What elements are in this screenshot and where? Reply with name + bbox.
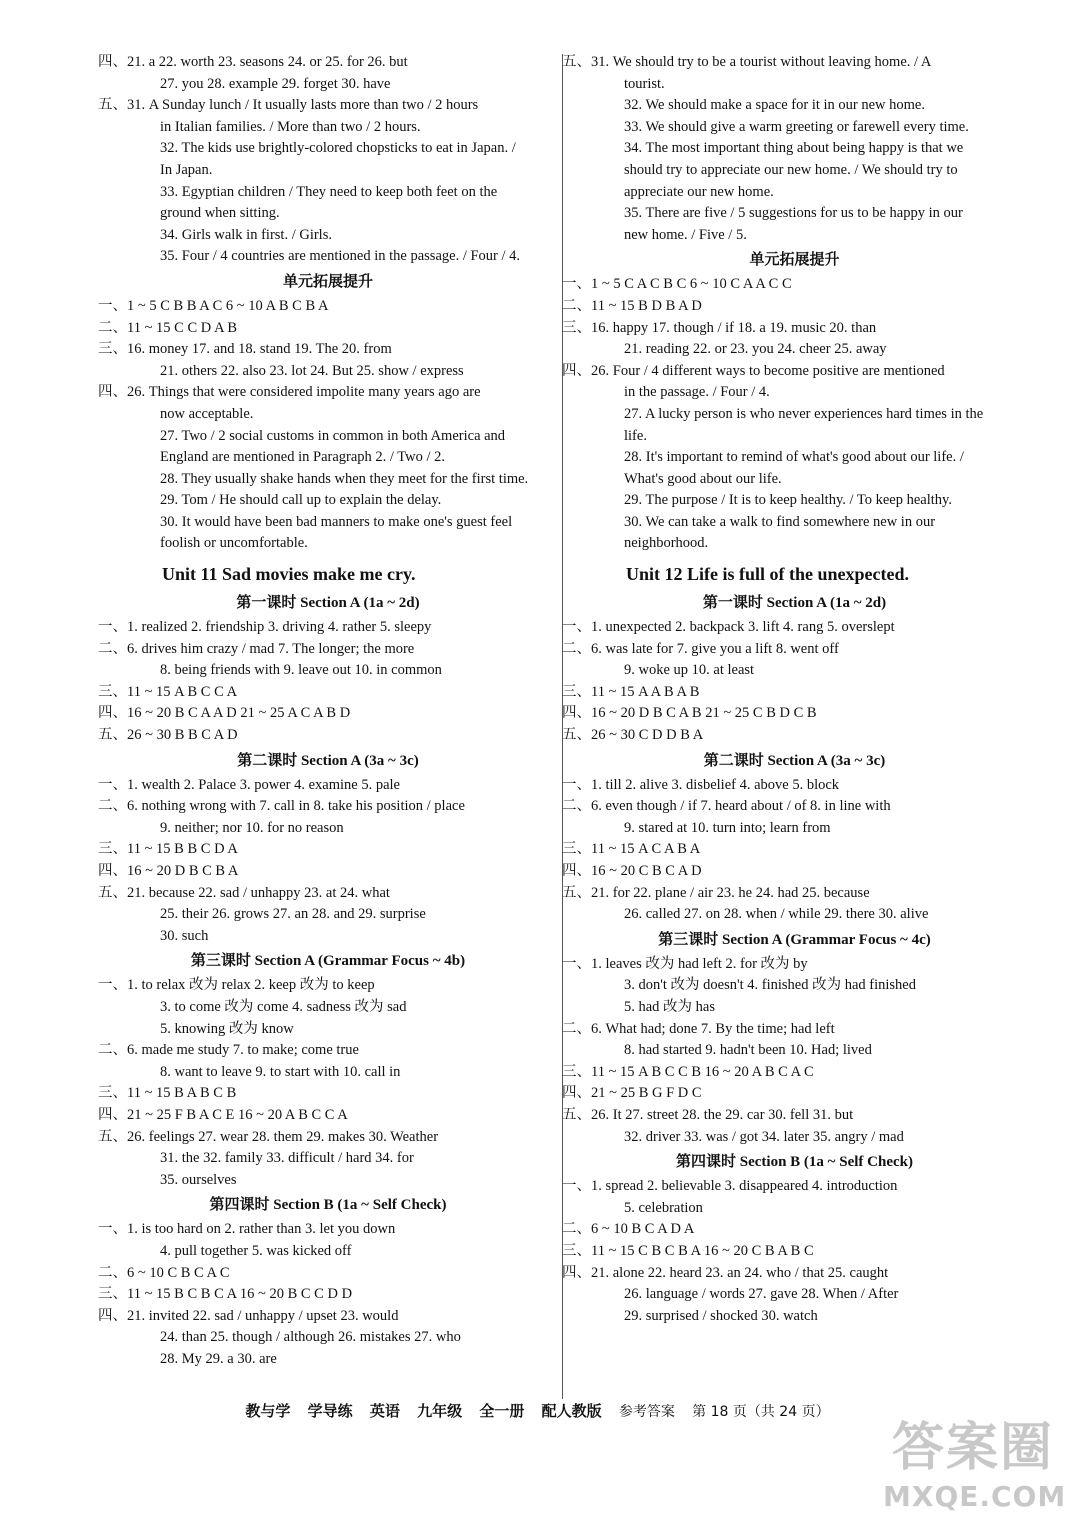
answer-line: 三、11 ~ 15 A B C C B 16 ~ 20 A B C A C <box>562 1063 814 1080</box>
answer-line: 31. the 32. family 33. difficult / hard 34. for <box>160 1150 414 1167</box>
answer-line: 26. language / words 27. gave 28. When / After <box>624 1286 899 1303</box>
answer-line-continued: neighborhood. <box>624 535 709 552</box>
answer-line: 三、11 ~ 15 A C A B A <box>562 841 701 858</box>
answer-line: 二、6 ~ 10 C B C A C <box>98 1264 230 1281</box>
section-heading: 第三课时 Section A (Grammar Focus ~ 4b) <box>190 953 466 970</box>
answer-line: 5. celebration <box>624 1199 703 1216</box>
answer-line: 27. you 28. example 29. forget 30. have <box>160 75 391 92</box>
footer-volume: 全一册 <box>479 1402 525 1420</box>
answer-line: 四、21 ~ 25 F B A C E 16 ~ 20 A B C C A <box>98 1106 348 1123</box>
unit-title: Unit 12 Life is full of the unexpected. <box>626 564 909 585</box>
answer-line-continued: should try to appreciate our new home. / We should try to <box>624 161 958 178</box>
answer-line: 二、11 ~ 15 B D B A D <box>562 297 702 314</box>
answer-line: 二、6. even though / if 7. heard about / of 8. in line with <box>562 798 891 815</box>
answer-line: 9. stared at 10. turn into; learn from <box>624 819 831 836</box>
answer-line: 五、31. A Sunday lunch / It usually lasts more than two / 2 hours <box>98 97 479 114</box>
answer-line: 四、16 ~ 20 B C A A D 21 ~ 25 A C A B D <box>98 705 351 722</box>
answer-line: 五、26. feelings 27. wear 28. them 29. makes 30. Weather <box>98 1128 439 1145</box>
footer-grade: 九年级 <box>417 1402 463 1420</box>
answer-line-continued: What's good about our life. <box>624 470 782 487</box>
answer-line: 四、21. invited 22. sad / unhappy / upset 23. would <box>98 1307 399 1324</box>
answer-line: 28. My 29. a 30. are <box>160 1350 277 1367</box>
answer-line: 25. their 26. grows 27. an 28. and 29. surprise <box>160 906 426 923</box>
answer-line: 30. It would have been bad manners to make one's guest feel <box>160 513 513 530</box>
answer-line-continued: foolish or uncomfortable. <box>160 535 308 552</box>
answer-line: 四、21 ~ 25 B G F D C <box>562 1085 702 1102</box>
answer-line: 27. Two / 2 social customs in common in both America and <box>160 427 506 444</box>
answer-line: 四、16 ~ 20 D B C A B 21 ~ 25 C B D C B <box>562 705 817 722</box>
answer-line: 35. There are five / 5 suggestions for us to be happy in our <box>624 205 963 222</box>
answer-line: 五、26 ~ 30 B B C A D <box>98 727 238 744</box>
answer-line: 32. We should make a space for it in our new home. <box>624 97 925 114</box>
answer-line-continued: appreciate our new home. <box>624 183 774 200</box>
answer-line: 30. such <box>160 927 209 944</box>
answer-line: 五、26. It 27. street 28. the 29. car 30. fell 31. but <box>562 1106 854 1123</box>
answer-line-continued: new home. / Five / 5. <box>624 226 747 243</box>
answer-line: 4. pull together 5. was kicked off <box>160 1242 352 1259</box>
answer-line: 5. knowing 改为 know <box>160 1020 294 1037</box>
answer-line: 一、1. to relax 改为 relax 2. keep 改为 to keep <box>98 977 375 994</box>
answer-line-continued: In Japan. <box>160 161 213 178</box>
answer-line: 四、26. Things that were considered impolite many years ago are <box>98 384 481 401</box>
answer-line: 29. Tom / He should call up to explain the delay. <box>160 492 442 509</box>
section-heading: 单元拓展提升 <box>282 273 373 290</box>
answer-line: 五、26 ~ 30 C D D B A <box>562 727 704 744</box>
answer-line: 二、6. was late for 7. give you a lift 8. went off <box>562 640 839 657</box>
watermark-logo <box>883 1416 1067 1526</box>
answer-line: 三、16. happy 17. though / if 18. a 19. music 20. than <box>562 319 877 336</box>
answer-line: 8. want to leave 9. to start with 10. call in <box>160 1063 401 1080</box>
answer-line: 35. ourselves <box>160 1171 237 1188</box>
answer-line: 三、11 ~ 15 A A B A B <box>562 683 700 700</box>
section-heading: 第三课时 Section A (Grammar Focus ~ 4c) <box>658 931 931 948</box>
answer-line: 9. woke up 10. at least <box>624 662 755 679</box>
answer-line: 二、6. drives him crazy / mad 7. The longer; the more <box>98 640 415 657</box>
answer-line: 五、31. We should try to be a tourist without leaving home. / A <box>562 54 932 70</box>
answer-line: 一、1. is too hard on 2. rather than 3. let you down <box>98 1221 396 1238</box>
answer-line: 四、21. a 22. worth 23. seasons 24. or 25. for 26. but <box>98 54 408 70</box>
answer-line-continued: life. <box>624 427 647 444</box>
footer-section: 参考答案 <box>618 1404 675 1420</box>
answer-line: 21. others 22. also 23. lot 24. But 25. show / express <box>160 362 464 379</box>
answer-line-continued: tourist. <box>624 75 665 92</box>
answer-line: 三、11 ~ 15 C B C B A 16 ~ 20 C B A B C <box>562 1242 814 1259</box>
answer-line-continued: ground when sitting. <box>160 205 280 222</box>
answer-line: 一、1. realized 2. friendship 3. driving 4. rather 5. sleepy <box>98 619 432 636</box>
answer-line-continued: in the passage. / Four / 4. <box>624 384 770 401</box>
section-heading: 第一课时 Section A (1a ~ 2d) <box>702 595 887 612</box>
answer-line: 28. They usually shake hands when they meet for the first time. <box>160 470 529 487</box>
answer-line: 33. We should give a warm greeting or farewell every time. <box>624 118 969 135</box>
watermark-logo-text: 答案圈 <box>891 1418 1054 1478</box>
watermark-site-text: MXQE.COM <box>883 1480 1067 1513</box>
answer-line: 35. Four / 4 countries are mentioned in the passage. / Four / 4. <box>160 248 521 265</box>
answer-line: 一、1 ~ 5 C A C B C 6 ~ 10 C A A C C <box>562 276 792 293</box>
answer-line: 8. being friends with 9. leave out 10. in common <box>160 662 442 679</box>
answer-line-continued: in Italian families. / More than two / 2 hours. <box>160 118 421 135</box>
footer-series: 教与学 <box>245 1402 291 1420</box>
answer-line: 五、21. because 22. sad / unhappy 23. at 24. what <box>98 884 390 901</box>
answer-line: 一、1. spread 2. believable 3. disappeared 4. introduction <box>562 1178 898 1195</box>
answer-line: 五、21. for 22. plane / air 23. he 24. had 25. because <box>562 884 870 901</box>
answer-line: 29. surprised / shocked 30. watch <box>624 1307 818 1324</box>
answer-line: 一、1. unexpected 2. backpack 3. lift 4. rang 5. overslept <box>562 619 895 636</box>
section-heading: 单元拓展提升 <box>749 252 840 269</box>
answer-line: 3. don't 改为 doesn't 4. finished 改为 had finished <box>624 977 916 994</box>
unit-title: Unit 11 Sad movies make me cry. <box>162 564 416 585</box>
left-column <box>98 52 558 1370</box>
answer-line: 34. Girls walk in first. / Girls. <box>160 226 332 243</box>
footer-page-number: 第 18 页（共 24 页） <box>692 1404 830 1420</box>
answer-line: 三、11 ~ 15 B B C D A <box>98 841 238 858</box>
footer-subject: 英语 <box>369 1402 400 1420</box>
answer-line: 一、1. wealth 2. Palace 3. power 4. examine 5. pale <box>98 776 400 793</box>
answer-line: 三、11 ~ 15 B A B C B <box>98 1085 237 1102</box>
right-column <box>562 52 1027 1327</box>
footer-edition: 配人教版 <box>541 1402 602 1420</box>
section-heading: 第四课时 Section B (1a ~ Self Check) <box>209 1197 447 1214</box>
answer-line: 3. to come 改为 come 4. sadness 改为 sad <box>160 998 407 1015</box>
answer-line: 三、11 ~ 15 B C B C A 16 ~ 20 B C C D D <box>98 1286 353 1303</box>
answer-line: 二、6. made me study 7. to make; come true <box>98 1042 359 1059</box>
answer-line: 四、16 ~ 20 C B C A D <box>562 863 702 879</box>
answer-line: 34. The most important thing about being happy is that we <box>624 140 964 157</box>
answer-line: 5. had 改为 has <box>624 998 716 1015</box>
answer-line: 二、6 ~ 10 B C A D A <box>562 1221 695 1238</box>
answer-line: 四、26. Four / 4 different ways to become positive are mentioned <box>562 362 945 379</box>
answer-line: 一、1. till 2. alive 3. disbelief 4. above 5. block <box>562 776 840 793</box>
answer-line: 32. The kids use brightly-colored chopsticks to eat in Japan. / <box>160 140 516 157</box>
answer-line: 9. neither; nor 10. for no reason <box>160 819 344 836</box>
answer-line: 28. It's important to remind of what's good about our life. / <box>624 449 964 466</box>
answer-line: 21. reading 22. or 23. you 24. cheer 25. away <box>624 341 887 358</box>
answer-line: 二、11 ~ 15 C C D A B <box>98 319 238 336</box>
answer-line: 29. The purpose / It is to keep healthy. / To keep healthy. <box>624 492 952 509</box>
answer-line: 26. called 27. on 28. when / while 29. there 30. alive <box>624 906 929 923</box>
answer-line: 一、1 ~ 5 C B B A C 6 ~ 10 A B C B A <box>98 297 329 314</box>
section-heading: 第二课时 Section A (3a ~ 3c) <box>237 752 419 769</box>
answer-line: 四、21. alone 22. heard 23. an 24. who / that 25. caught <box>562 1264 889 1281</box>
answer-line: 一、1. leaves 改为 had left 2. for 改为 by <box>562 955 808 972</box>
answer-line: 三、11 ~ 15 A B C C A <box>98 683 238 700</box>
answer-line-continued: England are mentioned in Paragraph 2. / Two / 2. <box>160 449 446 466</box>
answer-line: 三、16. money 17. and 18. stand 19. The 20. from <box>98 341 392 358</box>
answer-line: 33. Egyptian children / They need to keep both feet on the <box>160 183 498 200</box>
answer-line: 24. than 25. though / although 26. mistakes 27. who <box>160 1329 461 1346</box>
section-heading: 第四课时 Section B (1a ~ Self Check) <box>676 1154 913 1171</box>
answer-line: 27. A lucky person is who never experiences hard times in the <box>624 405 984 422</box>
answer-line: 30. We can take a walk to find somewhere new in our <box>624 513 936 530</box>
answer-line-continued: now acceptable. <box>160 405 254 422</box>
answer-line: 32. driver 33. was / got 34. later 35. angry / mad <box>624 1128 904 1145</box>
answer-line: 二、6. What had; done 7. By the time; had left <box>562 1020 835 1037</box>
section-heading: 第一课时 Section A (1a ~ 2d) <box>236 595 420 612</box>
section-heading: 第二课时 Section A (3a ~ 3c) <box>703 752 886 769</box>
answer-line: 8. had started 9. hadn't been 10. Had; lived <box>624 1042 872 1059</box>
answer-line: 四、16 ~ 20 D B C B A <box>98 863 239 879</box>
answer-line: 二、6. nothing wrong with 7. call in 8. take his position / place <box>98 798 465 815</box>
footer-book: 学导练 <box>307 1402 353 1420</box>
